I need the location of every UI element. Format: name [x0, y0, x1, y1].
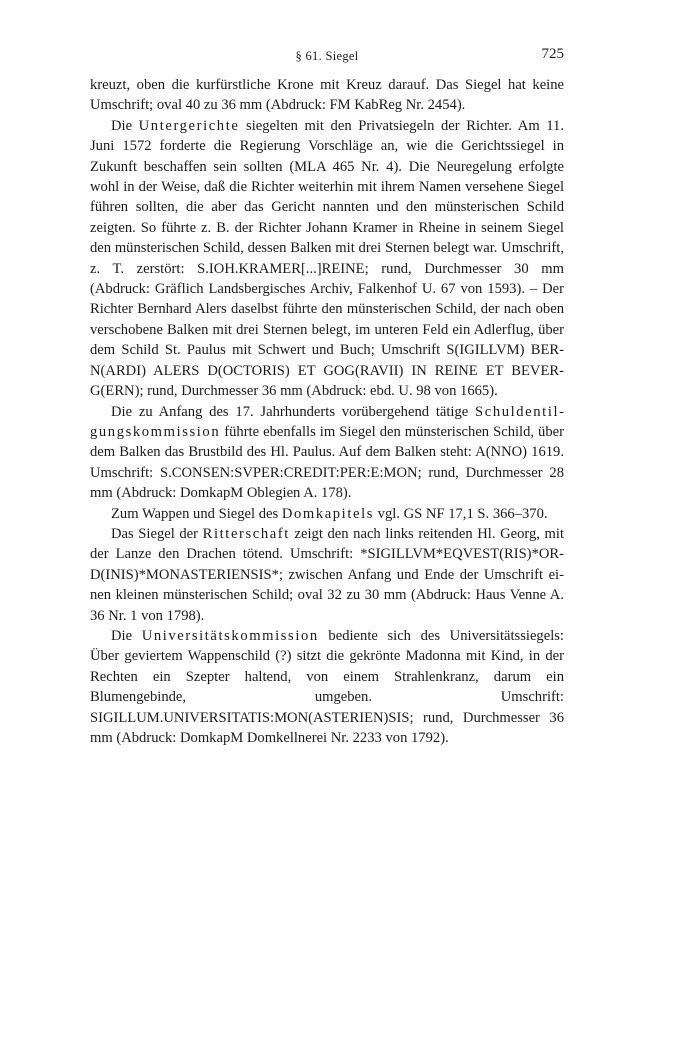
paragraph-lead: Das Siegel der: [111, 525, 203, 542]
paragraph-text: führte ebenfalls im Siegel den münsterischen Schild, über dem Balken das Brustbild des Hl. Paulus. Auf dem Balken steht: A(NNO) 1619. Umschrift: S.CONSEN:SVPER:CREDIT:PER:E:MON; rund, Durchmesser 28 mm (Abdruck: DomkapM Oblegien A. 178).: [90, 423, 564, 502]
paragraph-ritterschaft: [90, 524, 564, 626]
paragraph-text: siegelten mit den Privatsiegeln der Richter. Am 11. Juni 1572 forderte die Regierung Vorschläge an, wie die Gerichtssiegel in Zukunft beschaffen sein sollten (MLA 465 Nr. 4). Die Neuregelung erfolgte wohl in der Weise, daß die Richter weiterhin mit ihrem Namen versehene Siegel führen sollten, die aber das Gericht nannten und den münsterischen Schild zeigten. So führte z. B. der Richter Johann Kramer in Rheine in seinem Siegel den münsterischen Schild, dessen Balken mit drei Sternen belegt war. Umschrift, z. T. zerstört: S.IOH.KRAMER[...]REINE; rund, Durchmesser 30 mm (Abdruck: Gräflich Landsbergisches Archiv, Falkenhof U. 67 von 1593). – Der Richter Bernhard Alers daselbst führte den münsterischen Schild, der nach oben verschobene Balken mit drei Sternen belegt, im unteren Feld ein Adlerflug, über dem Schild St. Paulus mit Schwert und Buch; Umschrift S(IGILLVM) BERN(ARDI) ALERS D(OCTORIS) ET GOG(RAVII) IN REINE ET BEVERG(ERN); rund, Durchmesser 36 mm (Abdruck: ebd. U. 98 von 1665).: [90, 117, 564, 400]
paragraph-untergerichte: [90, 116, 564, 402]
spaced-term: Domkapitels: [281, 505, 375, 522]
paragraph-domkapitel: [90, 504, 564, 524]
paragraph-lead: Die: [111, 627, 142, 644]
paragraph-schuldentilgungskommission: [90, 402, 564, 504]
running-title: § 61. Siegel: [295, 49, 359, 63]
paragraph-lead: Die zu Anfang des 17. Jahrhunderts vorübergehend tätige: [111, 403, 476, 420]
spaced-term: Universitätskommission: [141, 627, 319, 644]
paragraph-text: kreuzt, oben die kurfürstliche Krone mit Kreuz darauf. Das Siegel hat keine Umschrift; oval 40 zu 36 mm (Abdruck: FM KabReg Nr. 2454).: [90, 77, 564, 114]
paragraph-lead: Zum Wappen und Siegel des: [111, 505, 282, 522]
paragraph-universitaetskommission: [90, 626, 564, 748]
paragraph-text: vgl. GS NF 17,1 S. 366–370.: [374, 505, 548, 522]
paragraph-lead: Die: [111, 117, 139, 134]
body-text: [90, 75, 564, 748]
page-number: 725: [541, 46, 564, 62]
paragraph-text: zeigt den nach links reitenden Hl. Georg, mit der Lanze den Drachen tötend. Umschrift: *SIGILLVM*EQVEST(RIS)*ORD(INIS)*MONASTERIENSIS*; zwischen Anfang und Ende der Umschrift einen kleinen münsterischen Schild; oval 32 zu 30 mm (Abdruck: Haus Venne A. 36 Nr. 1 von 1798).: [90, 525, 564, 624]
spaced-term: Schuldentilgungskommission: [90, 403, 564, 440]
spaced-term: Ritterschaft: [202, 525, 290, 542]
running-header: [90, 46, 564, 68]
spaced-term: Untergerichte: [138, 117, 240, 134]
paragraph-text: bediente sich des Universitätssiegels: Über geviertem Wappenschild (?) sitzt die gekrönte Madonna mit Kind, in der Rechten ein Szepter haltend, von einem Strahlenkranz, darum ein Blumengebinde, umgeben. Umschrift: SIGILLUM.UNIVERSITATIS:MON(ASTERIEN)SIS; rund, Durchmesser 36 mm (Abdruck: DomkapM Domkellnerei Nr. 2233 von 1792).: [90, 627, 564, 746]
paragraph-seal-continuation: [90, 75, 564, 116]
